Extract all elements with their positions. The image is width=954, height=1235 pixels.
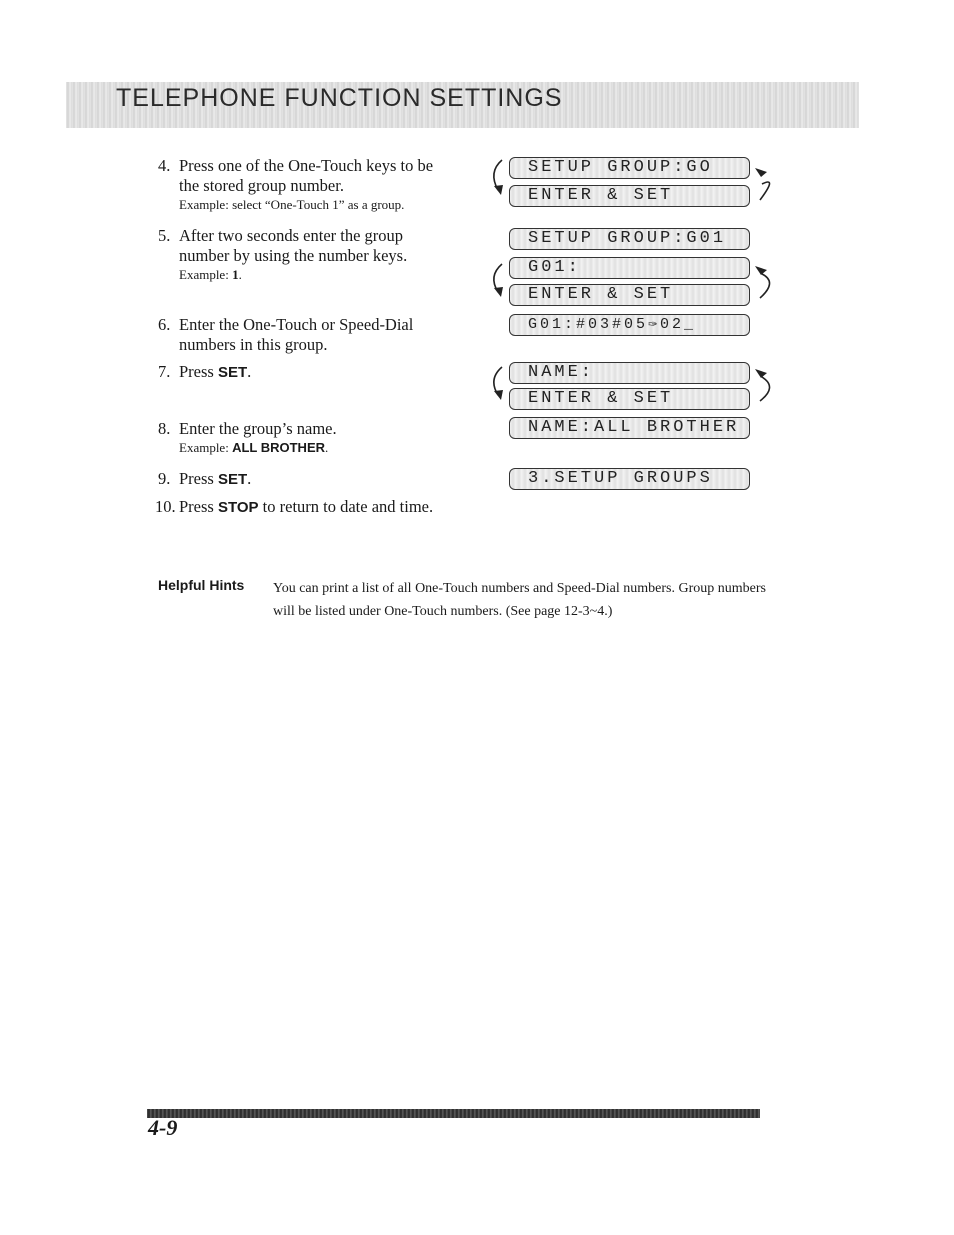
lcd-display: NAME: xyxy=(509,362,750,384)
page-title: TELEPHONE FUNCTION SETTINGS xyxy=(116,84,563,112)
step-example: Example: 1. xyxy=(179,267,242,282)
step-6 xyxy=(158,315,448,355)
lcd-display: NAME:ALL BROTHER xyxy=(509,417,750,439)
step-example: Example: ALL BROTHER. xyxy=(179,440,329,455)
lcd-display: ENTER & SET xyxy=(509,185,750,207)
step-number: 9. xyxy=(158,469,171,488)
hints-label: Helpful Hints xyxy=(158,577,245,593)
step-4 xyxy=(158,156,448,213)
alternate-display-arrows-icon xyxy=(480,357,790,413)
alternate-display-arrows-icon xyxy=(480,150,790,220)
lcd-display: ENTER & SET xyxy=(509,388,750,410)
key-label: STOP xyxy=(217,499,259,516)
key-label: SET xyxy=(217,364,248,381)
step-number: 7. xyxy=(158,362,171,381)
step-text: Press one of the One-Touch keys to be the stored group number. xyxy=(179,156,434,195)
footer-bar xyxy=(147,1109,760,1118)
lcd-display: 3.SETUP GROUPS xyxy=(509,468,750,490)
step-7 xyxy=(158,362,448,383)
step-9 xyxy=(158,469,448,490)
step-text: Enter the group’s name. xyxy=(179,419,337,438)
step-8 xyxy=(158,419,448,456)
step-text: Press SET. xyxy=(179,469,252,488)
step-5 xyxy=(158,226,448,283)
step-number: 8. xyxy=(158,419,171,438)
step-number: 5. xyxy=(158,226,171,245)
lcd-display: G01:#03#05✑02_ xyxy=(509,314,750,336)
step-number: 4. xyxy=(158,156,171,175)
step-text: After two seconds enter the group number by using the number keys. xyxy=(179,226,408,265)
lcd-display: SETUP GROUP:G01 xyxy=(509,228,750,250)
alternate-display-arrows-icon xyxy=(480,252,790,310)
step-number: 6. xyxy=(158,315,171,334)
lcd-display: ENTER & SET xyxy=(509,284,750,306)
lcd-display: G01: xyxy=(509,257,750,279)
page-number: 4-9 xyxy=(148,1115,178,1140)
step-text: Press SET. xyxy=(179,362,252,381)
key-label: SET xyxy=(217,471,248,488)
step-number: 10. xyxy=(155,497,176,516)
step-text: Press STOP to return to date and time. xyxy=(179,497,434,516)
hints-text: You can print a list of all One-Touch numbers and Speed-Dial numbers. Group numbers will be listed under One-Touch numbers. (See page 12-3~4.) xyxy=(273,581,766,619)
lcd-display: SETUP GROUP:GO xyxy=(509,157,750,179)
step-text: Enter the One-Touch or Speed-Dial numbers in this group. xyxy=(179,315,414,354)
step-10 xyxy=(155,497,448,518)
step-example: Example: select “One-Touch 1” as a group. xyxy=(179,197,405,212)
